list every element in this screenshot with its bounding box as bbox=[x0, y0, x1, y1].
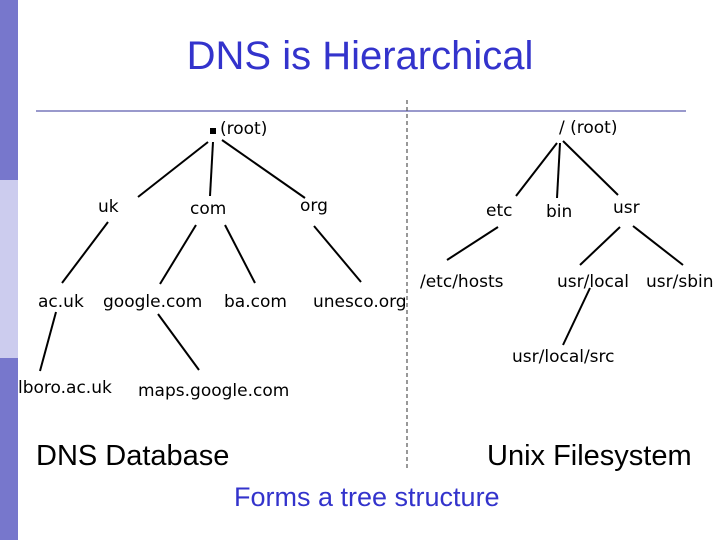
unix-dir-usr-local-src: usr/local/src bbox=[512, 347, 615, 367]
edge-org-unescoorg bbox=[314, 226, 361, 282]
dns-node-ba-com: ba.com bbox=[224, 292, 287, 312]
unix-file-etc-hosts: /etc/hosts bbox=[420, 272, 504, 292]
edge-root-org bbox=[222, 140, 305, 198]
edge-acuk-lboro bbox=[40, 312, 56, 371]
root-dot bbox=[210, 128, 216, 134]
edge-uk-acuk bbox=[62, 222, 108, 283]
unix-dir-bin: bin bbox=[546, 202, 573, 222]
unix-dir-usr: usr bbox=[613, 198, 640, 218]
dns-node-google-com: google.com bbox=[103, 292, 203, 312]
slide-subtitle: Forms a tree structure bbox=[234, 482, 500, 512]
edge-root-com bbox=[210, 142, 213, 196]
dns-root-label: (root) bbox=[220, 119, 268, 139]
edge-root-usr bbox=[563, 141, 618, 195]
dns-node-lboro-ac-uk: lboro.ac.uk bbox=[18, 378, 112, 398]
dns-database-caption: DNS Database bbox=[36, 440, 230, 472]
edge-com-bacom bbox=[225, 225, 255, 283]
slide-title: DNS is Hierarchical bbox=[186, 34, 534, 78]
edge-root-uk bbox=[138, 142, 208, 197]
unix-dir-usr-sbin: usr/sbin bbox=[646, 272, 714, 292]
unix-root-label: / (root) bbox=[559, 118, 618, 138]
dns-tld-uk: uk bbox=[98, 197, 119, 217]
dns-node-unesco-org: unesco.org bbox=[313, 292, 407, 312]
dns-tld-org: org bbox=[300, 196, 328, 216]
dns-tld-com: com bbox=[190, 199, 227, 219]
unix-dir-usr-local: usr/local bbox=[557, 272, 629, 292]
edge-usr-sbin bbox=[633, 226, 683, 265]
dns-node-maps-google-com: maps.google.com bbox=[138, 381, 290, 401]
unix-dir-etc: etc bbox=[486, 201, 513, 221]
edge-com-googlecom bbox=[160, 225, 196, 284]
dns-node-ac-uk: ac.uk bbox=[38, 292, 84, 312]
edge-root-bin bbox=[557, 143, 560, 198]
edge-local-src bbox=[563, 288, 590, 345]
unix-filesystem-caption: Unix Filesystem bbox=[487, 440, 692, 472]
edge-etc-hosts bbox=[447, 227, 498, 260]
edge-root-etc bbox=[516, 143, 557, 196]
edge-usr-local bbox=[580, 227, 620, 265]
edge-googlecom-maps bbox=[158, 314, 199, 370]
